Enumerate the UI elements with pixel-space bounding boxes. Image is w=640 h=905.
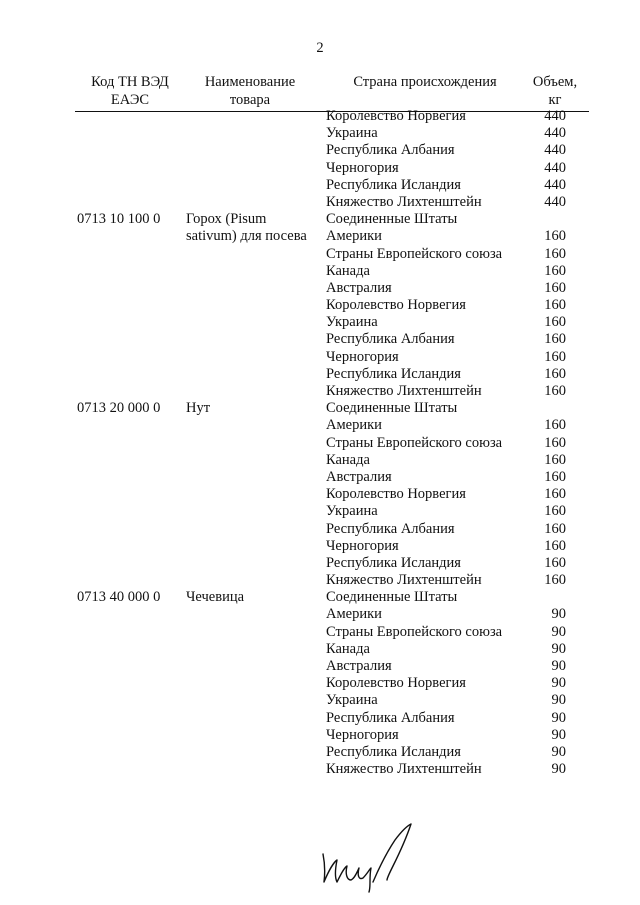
table-row	[0, 486, 640, 503]
table-row	[0, 349, 640, 366]
row-volume: 440	[544, 142, 566, 159]
header-volume	[525, 73, 585, 109]
table-row	[0, 108, 640, 125]
header-name-line2: товара	[229, 92, 271, 108]
row-volume: 440	[544, 193, 566, 210]
row-volume: 90	[551, 726, 566, 743]
header-code-line2: ЕАЭС	[110, 92, 150, 108]
row-volume: 90	[551, 675, 566, 692]
row-country: Княжество Лихтенштейн	[326, 193, 482, 210]
table-body	[0, 108, 640, 778]
table-row	[0, 246, 640, 263]
row-volume: 160	[544, 434, 566, 451]
table-row	[0, 400, 640, 417]
row-country: Америки	[326, 228, 382, 245]
header-volume-line1: Объем,	[532, 74, 578, 90]
row-country: Украина	[326, 692, 378, 709]
row-volume: 160	[544, 554, 566, 571]
row-country: Республика Албания	[326, 142, 455, 159]
row-volume: 160	[544, 297, 566, 314]
table-row	[0, 280, 640, 297]
row-country: Канада	[326, 451, 370, 468]
header-name	[190, 73, 310, 109]
row-volume: 160	[544, 451, 566, 468]
row-volume: 160	[544, 365, 566, 382]
table-row	[0, 263, 640, 280]
row-volume: 440	[544, 176, 566, 193]
table-row	[0, 555, 640, 572]
row-country: Украина	[326, 314, 378, 331]
row-country: Австралия	[326, 468, 392, 485]
row-volume: 160	[544, 314, 566, 331]
table-row	[0, 125, 640, 142]
table-row	[0, 435, 640, 452]
table-row	[0, 641, 640, 658]
table-row	[0, 692, 640, 709]
row-country: Соединенные Штаты	[326, 211, 458, 228]
row-country: Республика Албания	[326, 709, 455, 726]
header-volume-line2: кг	[548, 92, 562, 108]
row-country: Королевство Норвегия	[326, 675, 466, 692]
table-row	[0, 194, 640, 211]
table-row	[0, 521, 640, 538]
row-country: Украина	[326, 503, 378, 520]
table-row	[0, 366, 640, 383]
row-volume: 160	[544, 245, 566, 262]
row-volume: 160	[544, 331, 566, 348]
row-country: Республика Исландия	[326, 554, 461, 571]
header-country: Страна происхождения	[353, 74, 497, 90]
header-name-line1: Наименование	[204, 74, 296, 90]
row-volume: 90	[551, 709, 566, 726]
table-row	[0, 314, 640, 331]
table-row	[0, 727, 640, 744]
table-row	[0, 624, 640, 641]
row-volume: 160	[544, 537, 566, 554]
row-country: Страны Европейского союза	[326, 434, 503, 451]
table-row	[0, 177, 640, 194]
signature-image	[315, 822, 425, 894]
table-row	[0, 160, 640, 177]
row-volume: 90	[551, 743, 566, 760]
row-country: Соединенные Штаты	[326, 400, 458, 417]
row-volume: 90	[551, 692, 566, 709]
table-row	[0, 589, 640, 606]
table-row	[0, 538, 640, 555]
row-volume: 90	[551, 640, 566, 657]
row-volume: 160	[544, 383, 566, 399]
page-number: 2	[316, 40, 324, 56]
row-volume: 160	[544, 228, 566, 245]
row-country: Королевство Норвегия	[326, 108, 466, 124]
row-volume: 160	[544, 572, 566, 589]
table-row	[0, 710, 640, 727]
table-row	[0, 297, 640, 314]
row-volume: 440	[544, 125, 566, 142]
row-country: Канада	[326, 262, 370, 279]
row-volume: 160	[544, 520, 566, 537]
row-volume: 440	[544, 159, 566, 176]
row-volume: 90	[551, 658, 566, 674]
row-country: Королевство Норвегия	[326, 486, 466, 503]
table-row	[0, 228, 640, 245]
table-row	[0, 761, 640, 778]
row-volume: 160	[544, 348, 566, 365]
row-country: Америки	[326, 417, 382, 434]
row-country: Княжество Лихтенштейн	[326, 572, 482, 589]
table-row	[0, 606, 640, 623]
table-row	[0, 417, 640, 434]
row-volume: 90	[551, 761, 566, 778]
row-country: Страны Европейского союза	[326, 245, 503, 262]
row-country: Республика Албания	[326, 331, 455, 348]
row-volume: 160	[544, 417, 566, 434]
row-code: 0713 10 100 0	[77, 211, 161, 228]
row-code: 0713 40 000 0	[77, 589, 161, 606]
row-country: Австралия	[326, 279, 392, 296]
row-volume: 160	[544, 468, 566, 485]
row-country: Америки	[326, 606, 382, 623]
row-country: Княжество Лихтенштейн	[326, 383, 482, 399]
header-code	[75, 73, 185, 109]
table-row	[0, 142, 640, 159]
row-country: Черногория	[326, 348, 399, 365]
row-volume: 160	[544, 279, 566, 296]
row-code: 0713 20 000 0	[77, 400, 161, 417]
table-row	[0, 452, 640, 469]
row-country: Республика Исландия	[326, 743, 461, 760]
header-code-line1: Код ТН ВЭД	[91, 74, 169, 90]
row-country: Черногория	[326, 537, 399, 554]
table-row	[0, 469, 640, 486]
row-country: Канада	[326, 640, 370, 657]
row-country: Черногория	[326, 726, 399, 743]
row-name: Чечевица	[186, 589, 245, 606]
row-country: Республика Исландия	[326, 365, 461, 382]
row-country: Австралия	[326, 658, 392, 674]
row-name: Нут	[186, 400, 211, 417]
row-country: Страны Европейского союза	[326, 623, 503, 640]
table-row	[0, 572, 640, 589]
row-volume: 160	[544, 486, 566, 503]
table-row	[0, 744, 640, 761]
table-row	[0, 383, 640, 400]
row-name: Горох (Pisum	[186, 211, 267, 228]
row-volume: 160	[544, 262, 566, 279]
row-country: Соединенные Штаты	[326, 589, 458, 606]
row-volume: 440	[544, 108, 566, 124]
row-country: Княжество Лихтенштейн	[326, 761, 482, 778]
row-country: Королевство Норвегия	[326, 297, 466, 314]
table-row	[0, 675, 640, 692]
row-country: Республика Албания	[326, 520, 455, 537]
table-row	[0, 658, 640, 675]
row-country: Республика Исландия	[326, 176, 461, 193]
row-volume: 160	[544, 503, 566, 520]
table-row	[0, 331, 640, 348]
row-country: Черногория	[326, 159, 399, 176]
row-name: sativum) для посева	[186, 228, 307, 245]
row-country: Украина	[326, 125, 378, 142]
table-row	[0, 211, 640, 228]
row-volume: 90	[551, 606, 566, 623]
table-row	[0, 503, 640, 520]
row-volume: 90	[551, 623, 566, 640]
